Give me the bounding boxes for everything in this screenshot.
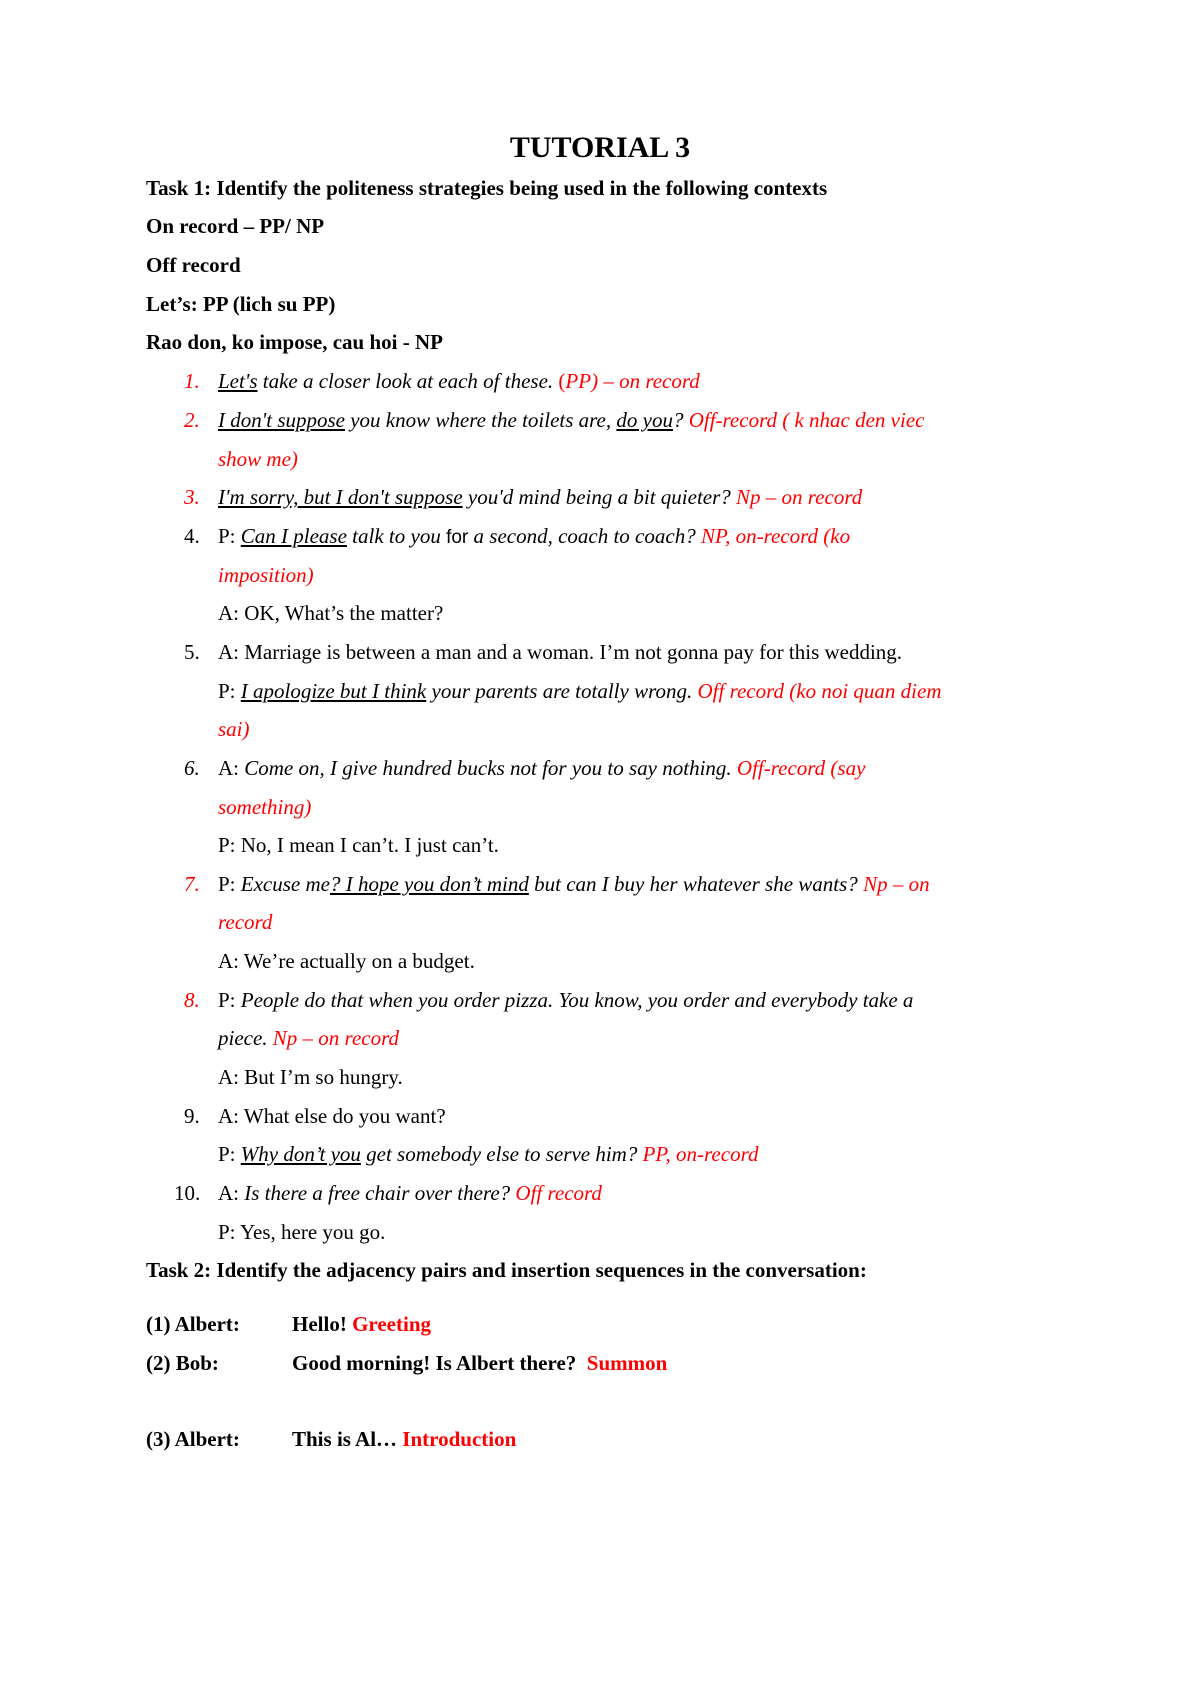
paren: ( (553, 369, 566, 393)
speaker: P: (218, 872, 241, 896)
item-line (218, 872, 930, 897)
item-line (218, 1142, 758, 1167)
item-number: 5. (184, 640, 200, 664)
utterance: for (446, 527, 469, 548)
item-number: 7. (184, 872, 200, 896)
item-line (218, 1026, 399, 1051)
speaker: P: (218, 1142, 241, 1166)
utterance: Excuse me (240, 872, 330, 896)
item-number: 9. (184, 1104, 200, 1128)
annotation: Introduction (397, 1427, 517, 1451)
hedge-phrase: I'm sorry, but I don't suppose (218, 485, 463, 509)
hedge-phrase: Can I please (240, 524, 347, 548)
hedge-phrase: I apologize but I think (240, 679, 427, 703)
item-line (218, 1181, 602, 1206)
annotation: something) (218, 795, 312, 819)
response-line: A: OK, What’s the matter? (218, 601, 444, 625)
item-line (218, 485, 862, 510)
annotation: Np – on (857, 872, 930, 896)
utterance: your parents are totally wrong. (426, 679, 693, 703)
annotation: sai) (218, 717, 250, 741)
annotation: Off-record ( k nhac den viec (683, 408, 925, 432)
task1-heading: Task 1: Identify the politeness strategies being used in the following contexts (146, 176, 828, 200)
dialogue-line (292, 1427, 516, 1452)
speaker: P: (218, 679, 241, 703)
annotation: Off record (510, 1181, 602, 1205)
item-number: 1. (184, 369, 200, 393)
annotation: record (218, 910, 273, 934)
item-line (218, 408, 924, 433)
task2-heading: Task 2: Identify the adjacency pairs and insertion sequences in the conversation: (146, 1258, 867, 1282)
utterance: People do that when you order pizza. You know, you order and everybody take a (240, 988, 914, 1012)
item-line: A: What else do you want? (218, 1104, 446, 1128)
hedge-phrase: Let's (218, 369, 258, 393)
response-line: P: No, I mean I can’t. I just can’t. (218, 833, 499, 857)
dialogue-line (292, 1351, 667, 1376)
speaker: A: (218, 756, 245, 780)
item-line (218, 756, 865, 781)
page-title: TUTORIAL 3 (509, 131, 691, 164)
item-line (218, 988, 913, 1013)
speaker-label: (1) Albert: (146, 1312, 240, 1336)
item-number: 4. (184, 524, 200, 548)
note-line: Off record (146, 253, 241, 277)
utterance: This is Al… (292, 1427, 398, 1451)
utterance: talk to you (346, 524, 447, 548)
speaker-label: (3) Albert: (146, 1427, 240, 1451)
utterance: Hello! (292, 1312, 347, 1336)
annotation: show me) (218, 447, 298, 471)
note-line: Rao don, ko impose, cau hoi - NP (146, 330, 443, 354)
speaker: P: (218, 988, 241, 1012)
utterance: you know where the toilets are, (344, 408, 617, 432)
item-line (218, 369, 700, 394)
item-line (218, 524, 850, 549)
utterance: piece. (218, 1026, 268, 1050)
note-line: On record – PP/ NP (146, 214, 325, 238)
annotation: PP, on-record (637, 1142, 759, 1166)
response-line: A: We’re actually on a budget. (218, 949, 475, 973)
tag-question: do you (616, 408, 673, 432)
note-line: Let’s: PP (lich su PP) (146, 292, 336, 316)
annotation: imposition) (218, 563, 314, 587)
speaker: P: (218, 524, 241, 548)
punct: ? (672, 408, 684, 432)
annotation: NP, on-record (ko (695, 524, 851, 548)
annotation: PP) – on record (565, 369, 700, 393)
item-number: 8. (184, 988, 200, 1012)
annotation: Off-record (say (731, 756, 866, 780)
utterance: Good morning! Is Albert there? (292, 1351, 577, 1375)
dialogue-line (292, 1312, 431, 1337)
speaker: A: (218, 1181, 245, 1205)
hedge-phrase: Why don’t you (240, 1142, 361, 1166)
utterance: get somebody else to serve him? (360, 1142, 638, 1166)
hedge-phrase: ? I hope you don’t mind (329, 872, 529, 896)
utterance: take a closer look at each of these. (257, 369, 554, 393)
item-line (218, 679, 941, 704)
annotation: Np – on record (730, 485, 863, 509)
response-line: A: But I’m so hungry. (218, 1065, 403, 1089)
utterance: Is there a free chair over there? (244, 1181, 511, 1205)
item-line: A: Marriage is between a man and a woman. I’m not gonna pay for this wedding. (218, 640, 903, 664)
item-number: 3. (184, 485, 200, 509)
annotation: Greeting (346, 1312, 432, 1336)
speaker-label: (2) Bob: (146, 1351, 219, 1375)
annotation: Np – on record (267, 1026, 399, 1050)
utterance: Come on, I give hundred bucks not for you to say nothing. (244, 756, 732, 780)
hedge-phrase: I don't suppose (218, 408, 345, 432)
item-number: 10. (174, 1181, 201, 1205)
item-number: 2. (184, 408, 200, 432)
utterance: a second, coach to coach? (468, 524, 696, 548)
response-line: P: Yes, here you go. (218, 1220, 386, 1244)
item-number: 6. (184, 756, 200, 780)
annotation: Summon (576, 1351, 668, 1375)
utterance: but can I buy her whatever she wants? (528, 872, 858, 896)
utterance: you'd mind being a bit quieter? (462, 485, 731, 509)
annotation: Off record (ko noi quan diem (692, 679, 942, 703)
